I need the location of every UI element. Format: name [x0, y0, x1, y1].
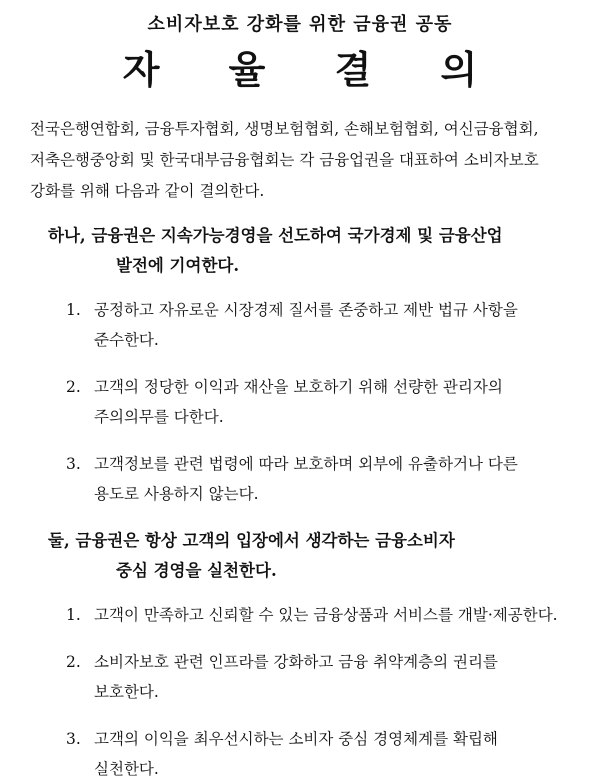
list-item	[30, 295, 570, 355]
item-number: 2.	[66, 653, 81, 671]
section-heading-line2: 발전에 기여한다.	[116, 256, 240, 275]
intro-paragraph: 전국은행연합회, 금융투자협회, 생명보험협회, 손해보험협회, 여신금융협회, 저축은행중앙회 및 한국대부금융협회는 각 금융업권을 대표하여 소비자보호 강화를 위해 다음과 같이 결의한다.	[30, 120, 539, 200]
section-heading	[30, 526, 570, 586]
section-heading-line1: 둘, 금융권은 항상 고객의 입장에서 생각하는 금융소비자	[48, 531, 455, 550]
item-number: 3.	[66, 730, 81, 748]
item-text: 소비자보호 관련 인프라를 강화하고 금융 취약계층의 권리를 보호한다.	[94, 653, 498, 701]
item-text: 고객정보를 관련 법령에 따라 보호하며 외부에 유출하거나 다른 용도로 사용하지 않는다.	[94, 455, 518, 503]
section-heading-line2: 중심 경영을 실천한다.	[116, 561, 277, 580]
section-two	[30, 526, 570, 784]
item-number: 1.	[66, 606, 81, 624]
document-title: 자 율 결 의	[122, 47, 506, 92]
section-one	[30, 221, 570, 509]
section-items	[30, 295, 570, 509]
list-item	[30, 600, 570, 630]
item-number: 1.	[66, 301, 81, 319]
section-heading	[30, 221, 570, 281]
item-number: 3.	[66, 455, 81, 473]
section-items	[30, 600, 570, 784]
item-text: 고객이 만족하고 신뢰할 수 있는 금융상품과 서비스를 개발·제공한다.	[94, 606, 558, 624]
list-item	[30, 647, 570, 707]
item-text: 고객의 이익을 최우선시하는 소비자 중심 경영체계를 확립해 실천한다.	[94, 730, 498, 778]
list-item	[30, 724, 570, 784]
item-number: 2.	[66, 378, 81, 396]
item-text: 고객의 정당한 이익과 재산을 보호하기 위해 선량한 관리자의 주의의무를 다한다.	[94, 378, 503, 426]
list-item	[30, 449, 570, 509]
document-subtitle: 소비자보호 강화를 위한 금융권 공동	[147, 14, 453, 35]
section-heading-line1: 하나, 금융권은 지속가능경영을 선도하여 국가경제 및 금융산업	[48, 226, 503, 245]
list-item	[30, 372, 570, 432]
item-text: 공정하고 자유로운 시장경제 질서를 존중하고 제반 법규 사항을 준수한다.	[94, 301, 518, 349]
